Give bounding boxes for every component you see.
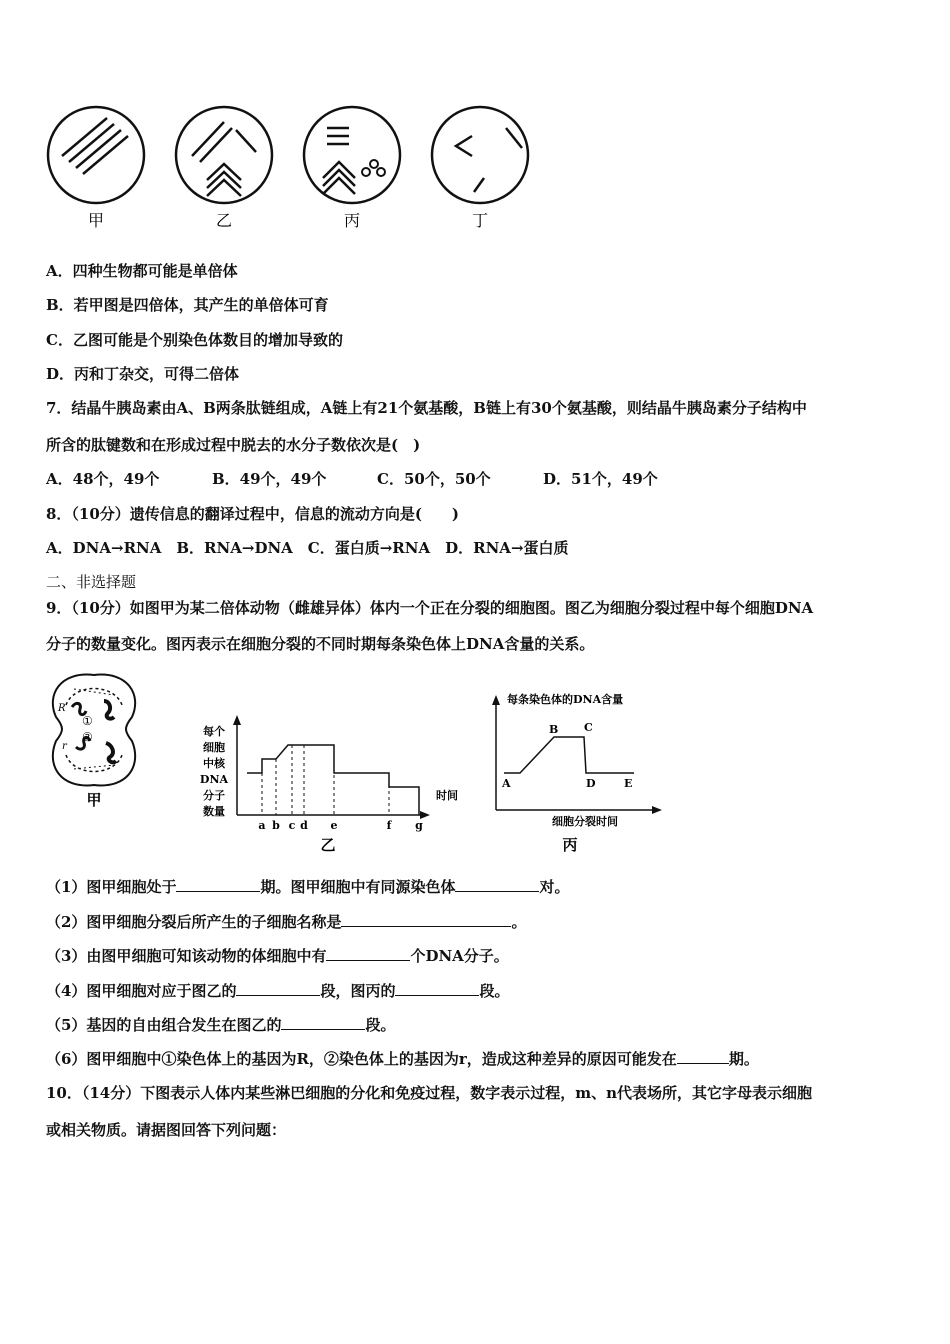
chart-c-point-label: C	[584, 721, 593, 734]
label-chart-bing: 丙	[562, 836, 578, 854]
q9-part-5: （5）基因的自由组合发生在图乙的 段。	[46, 1016, 396, 1034]
q7-stem-line1: 7．结晶牛胰岛素由A、B两条肽链组成，A链上有21个氨基酸，B链上有30个氨基酸，则结晶牛胰岛素分子结构中	[46, 399, 807, 417]
section-heading: 二、非选择题	[46, 573, 137, 591]
chart-b-series	[247, 745, 419, 815]
q8-stem: 8．（10分）遗传信息的翻译过程中，信息的流动方向是( )	[46, 505, 460, 523]
cell-yi	[176, 107, 272, 203]
q7-option-a: A．48个，49个	[46, 470, 160, 488]
chart-c-point-label: A	[502, 777, 511, 790]
chart-b-tick-label: c	[288, 819, 296, 832]
label-jia: 甲	[87, 211, 105, 230]
chromosome-figure	[44, 100, 534, 240]
q10-stem-line1: 10．（14分）下图表示人体内某些淋巴细胞的分化和免疫过程，数字表示过程，m、n代表场所，其它字母表示细胞	[46, 1084, 813, 1102]
q7-stem-line2: 所含的肽键数和在形成过程中脱去的水分子数依次是( )	[46, 436, 421, 454]
mark-R: R	[58, 703, 66, 714]
q8-options: A．DNA→RNA B．RNA→DNA C．蛋白质→RNA D．RNA→蛋白质	[46, 539, 569, 557]
cell-ding	[432, 107, 528, 203]
cell-jia	[48, 107, 144, 203]
chart-dna-per-chromosome	[492, 692, 662, 828]
chart-c-point-label: B	[549, 723, 559, 736]
answer-blank[interactable]	[176, 879, 260, 892]
answer-blank[interactable]	[236, 983, 320, 996]
q9-stem-line1: 9．（10分）如图甲为某二倍体动物（雌雄异体）体内一个正在分裂的细胞图。图乙为细胞分裂过程中每个细胞DNA	[46, 599, 814, 617]
q6-option-d: D．丙和丁杂交，可得二倍体	[46, 365, 240, 383]
chart-c-series	[504, 737, 634, 773]
chart-b-ylabel: 每个细胞中核 DNA 分子数量	[199, 725, 229, 818]
q10-stem-line2: 或相关物质。请据图回答下列问题：	[46, 1121, 287, 1139]
label-yi: 乙	[215, 211, 233, 230]
chart-b-tick-label: f	[386, 819, 392, 832]
label-chart-yi: 乙	[320, 836, 336, 854]
mark-r: r	[62, 741, 67, 752]
label-ding: 丁	[471, 211, 489, 230]
chart-dna-per-cell	[200, 715, 458, 832]
chart-b-xlabel: 时间	[436, 789, 458, 802]
chart-c-ylabel: 每条染色体的DNA含量	[507, 693, 624, 706]
q9-stem-line2: 分子的数量变化。图丙表示在细胞分裂的不同时期每条染色体上DNA含量的关系。	[46, 635, 595, 653]
answer-blank[interactable]	[326, 948, 410, 961]
q9-part-6: （6）图甲细胞中①染色体上的基因为R，②染色体上的基因为r，造成这种差异的原因可能发在 期。	[46, 1050, 759, 1068]
answer-blank[interactable]	[455, 879, 539, 892]
chart-c-point-label: D	[586, 777, 596, 790]
q6-option-a: A．四种生物都可能是单倍体	[46, 262, 238, 280]
mark-1: ①	[82, 714, 93, 728]
chart-b-tick-label: g	[415, 819, 423, 832]
mark-2: ②	[82, 730, 93, 744]
answer-blank[interactable]	[677, 1051, 729, 1064]
q9-part-1: （1）图甲细胞处于 期。图甲细胞中有同源染色体 对。	[46, 878, 570, 896]
cell-bing	[304, 107, 400, 203]
q7-option-b: B．49个，49个	[212, 470, 327, 488]
q6-option-c: C．乙图可能是个别染色体数目的增加导致的	[46, 331, 343, 349]
q6-option-b: B．若甲图是四倍体，其产生的单倍体可育	[46, 296, 329, 314]
chart-b-tick-label: e	[330, 819, 338, 832]
answer-blank[interactable]	[395, 983, 479, 996]
q9-part-4: （4）图甲细胞对应于图乙的 段，图丙的 段。	[46, 982, 510, 1000]
chart-b-tick-label: d	[300, 819, 308, 832]
q7-option-c: C．50个，50个	[377, 470, 491, 488]
chart-c-xlabel: 细胞分裂时间	[552, 815, 618, 828]
q7-option-d: D．51个，49个	[543, 470, 658, 488]
q9-part-2: （2）图甲细胞分裂后所产生的子细胞名称是 。	[46, 913, 527, 931]
chart-c-point-label: E	[624, 777, 633, 790]
label-cell-jia: 甲	[86, 791, 102, 809]
cell-division-figure	[44, 665, 664, 860]
dividing-cell	[53, 675, 135, 786]
answer-blank[interactable]	[341, 914, 511, 927]
q9-part-3: （3）由图甲细胞可知该动物的体细胞中有 个DNA分子。	[46, 947, 509, 965]
label-bing: 丙	[343, 211, 361, 230]
chart-b-tick-label: b	[272, 819, 280, 832]
answer-blank[interactable]	[281, 1017, 365, 1030]
chart-b-tick-label: a	[258, 819, 266, 832]
